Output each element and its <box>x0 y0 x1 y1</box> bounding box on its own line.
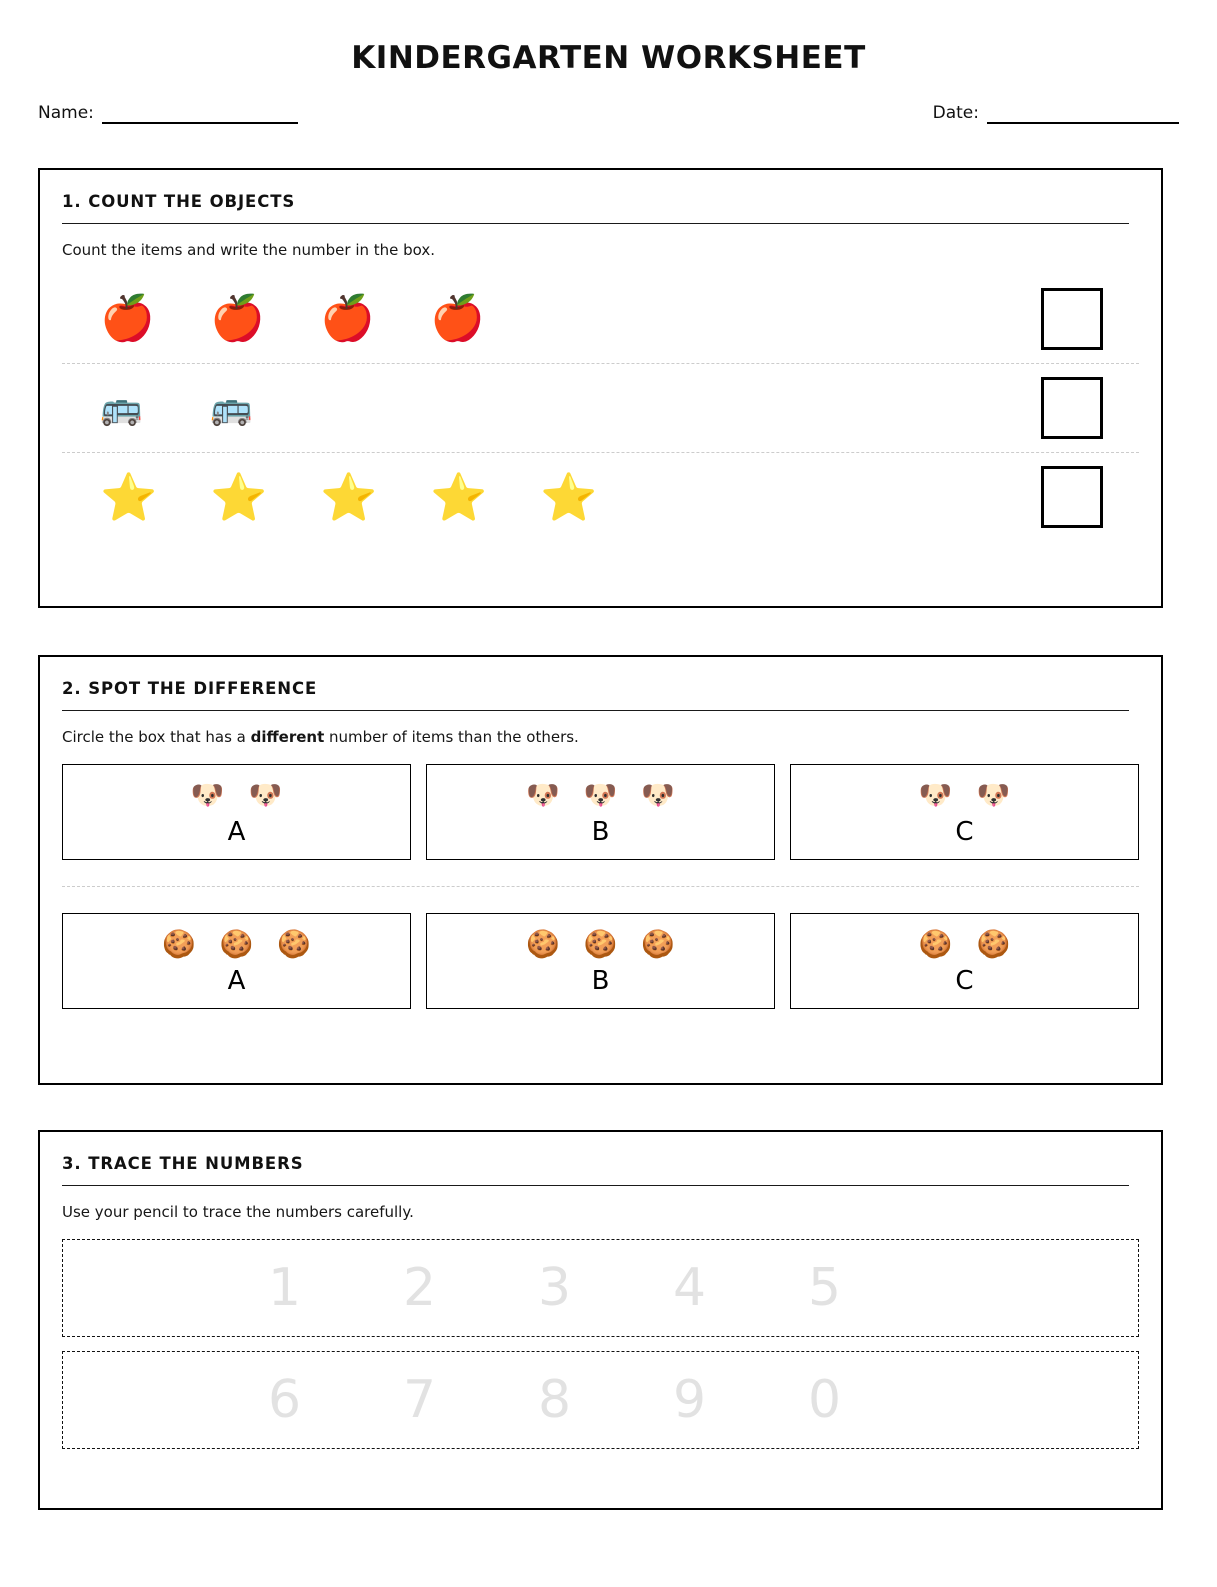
count-item <box>210 387 320 428</box>
apple-icon: 🍎 <box>320 292 375 344</box>
cookie-icon: 🍪 <box>219 929 254 960</box>
bus-icon: 🚌 <box>100 387 143 428</box>
section-1-divider <box>62 223 1129 224</box>
choice-label: B <box>591 816 610 847</box>
instruction-text-post: number of items than the others. <box>324 728 579 746</box>
bus-item-group <box>62 387 1041 428</box>
star-icon: ⭐ <box>540 469 598 524</box>
count-item <box>100 387 210 428</box>
cookie-icon: 🍪 <box>583 929 618 960</box>
count-item <box>210 292 320 344</box>
page-title: KINDERGARTEN WORKSHEET <box>351 40 866 76</box>
choice-items <box>526 928 675 962</box>
star-item-group <box>62 469 1041 524</box>
cookie-icon: 🍪 <box>162 929 196 960</box>
dog-face-icon: 🐶 <box>248 780 283 811</box>
choice-box-c[interactable] <box>790 764 1139 860</box>
answer-box-buses[interactable] <box>1041 377 1103 439</box>
dog-face-icon: 🐶 <box>583 780 618 811</box>
star-icon: ⭐ <box>210 469 268 524</box>
date-write-line[interactable] <box>987 122 1179 124</box>
count-row-buses <box>62 363 1139 452</box>
section-spot-the-difference <box>38 655 1163 1085</box>
choice-row-dogs <box>62 764 1139 860</box>
star-icon: ⭐ <box>430 469 488 524</box>
instruction-emphasis: different <box>250 728 325 746</box>
section-1-instruction: Count the items and write the number in the box. <box>62 241 436 259</box>
choice-items <box>919 928 1010 962</box>
apple-icon: 🍎 <box>430 292 485 344</box>
count-row-stars <box>62 452 1139 541</box>
apple-icon: 🍎 <box>210 292 265 344</box>
choice-items <box>162 928 311 962</box>
choice-box-b[interactable] <box>426 764 775 860</box>
count-item <box>100 292 210 344</box>
bus-icon: 🚌 <box>210 387 253 428</box>
section-2-instruction <box>62 728 1139 748</box>
section-2-divider <box>62 710 1129 711</box>
trace-number: 7 <box>403 1369 437 1430</box>
cookie-icon: 🍪 <box>526 929 560 960</box>
count-item <box>540 469 650 524</box>
name-label: Name: <box>38 103 94 124</box>
trace-number: 1 <box>268 1257 302 1318</box>
section-count-the-objects <box>38 168 1163 608</box>
trace-row-1[interactable] <box>62 1239 1139 1337</box>
date-field-group <box>933 105 1179 124</box>
name-write-line[interactable] <box>102 122 298 124</box>
choice-label: B <box>591 965 610 996</box>
choice-items <box>919 779 1010 813</box>
trace-number: 9 <box>673 1369 707 1430</box>
count-item <box>100 469 210 524</box>
choice-label: A <box>227 816 246 847</box>
name-date-row <box>0 105 1217 124</box>
instruction-text-pre: Circle the box that has a <box>62 728 251 746</box>
date-label: Date: <box>932 103 979 124</box>
cookie-icon: 🍪 <box>277 929 311 960</box>
choice-box-b[interactable] <box>426 913 775 1009</box>
choice-items <box>526 779 675 813</box>
cookie-icon: 🍪 <box>918 929 953 960</box>
dog-face-icon: 🐶 <box>190 780 225 811</box>
trace-row-2[interactable] <box>62 1351 1139 1449</box>
choice-box-a[interactable] <box>62 913 411 1009</box>
dog-face-icon: 🐶 <box>526 780 560 811</box>
choice-row-cookies <box>62 886 1139 1009</box>
cookie-icon: 🍪 <box>976 929 1011 960</box>
answer-box-apples[interactable] <box>1041 288 1103 350</box>
trace-number: 0 <box>808 1369 842 1430</box>
section-3-heading: 3. TRACE THE NUMBERS <box>62 1154 304 1173</box>
trace-rows <box>62 1239 1139 1449</box>
trace-number: 8 <box>538 1369 572 1430</box>
count-item <box>210 469 320 524</box>
name-field-group <box>38 105 298 124</box>
dog-face-icon: 🐶 <box>918 780 953 811</box>
count-item <box>320 469 430 524</box>
choice-box-c[interactable] <box>790 913 1139 1009</box>
cookie-icon: 🍪 <box>641 929 675 960</box>
count-item <box>320 292 430 344</box>
trace-number: 2 <box>403 1257 437 1318</box>
choice-items <box>191 779 282 813</box>
section-trace-the-numbers <box>38 1130 1163 1510</box>
section-3-instruction: Use your pencil to trace the numbers carefully. <box>62 1203 414 1221</box>
dog-face-icon: 🐶 <box>641 780 675 811</box>
answer-box-stars[interactable] <box>1041 466 1103 528</box>
count-rows <box>62 275 1139 541</box>
count-row-apples <box>62 275 1139 363</box>
section-1-heading: 1. COUNT THE OBJECTS <box>62 192 296 211</box>
choice-label: A <box>227 965 246 996</box>
apple-item-group <box>62 292 1041 344</box>
dog-face-icon: 🐶 <box>976 780 1011 811</box>
count-item <box>430 292 540 344</box>
choice-rows <box>62 764 1139 1009</box>
trace-number: 4 <box>673 1257 707 1318</box>
section-2-heading: 2. SPOT THE DIFFERENCE <box>62 679 318 698</box>
choice-box-a[interactable] <box>62 764 411 860</box>
trace-number: 5 <box>808 1257 842 1318</box>
star-icon: ⭐ <box>100 469 158 524</box>
apple-icon: 🍎 <box>100 292 155 344</box>
trace-number: 6 <box>268 1369 302 1430</box>
star-icon: ⭐ <box>320 469 378 524</box>
choice-label: C <box>955 965 974 996</box>
count-item <box>430 469 540 524</box>
section-3-divider <box>62 1185 1129 1186</box>
choice-label: C <box>955 816 974 847</box>
trace-number: 3 <box>538 1257 572 1318</box>
